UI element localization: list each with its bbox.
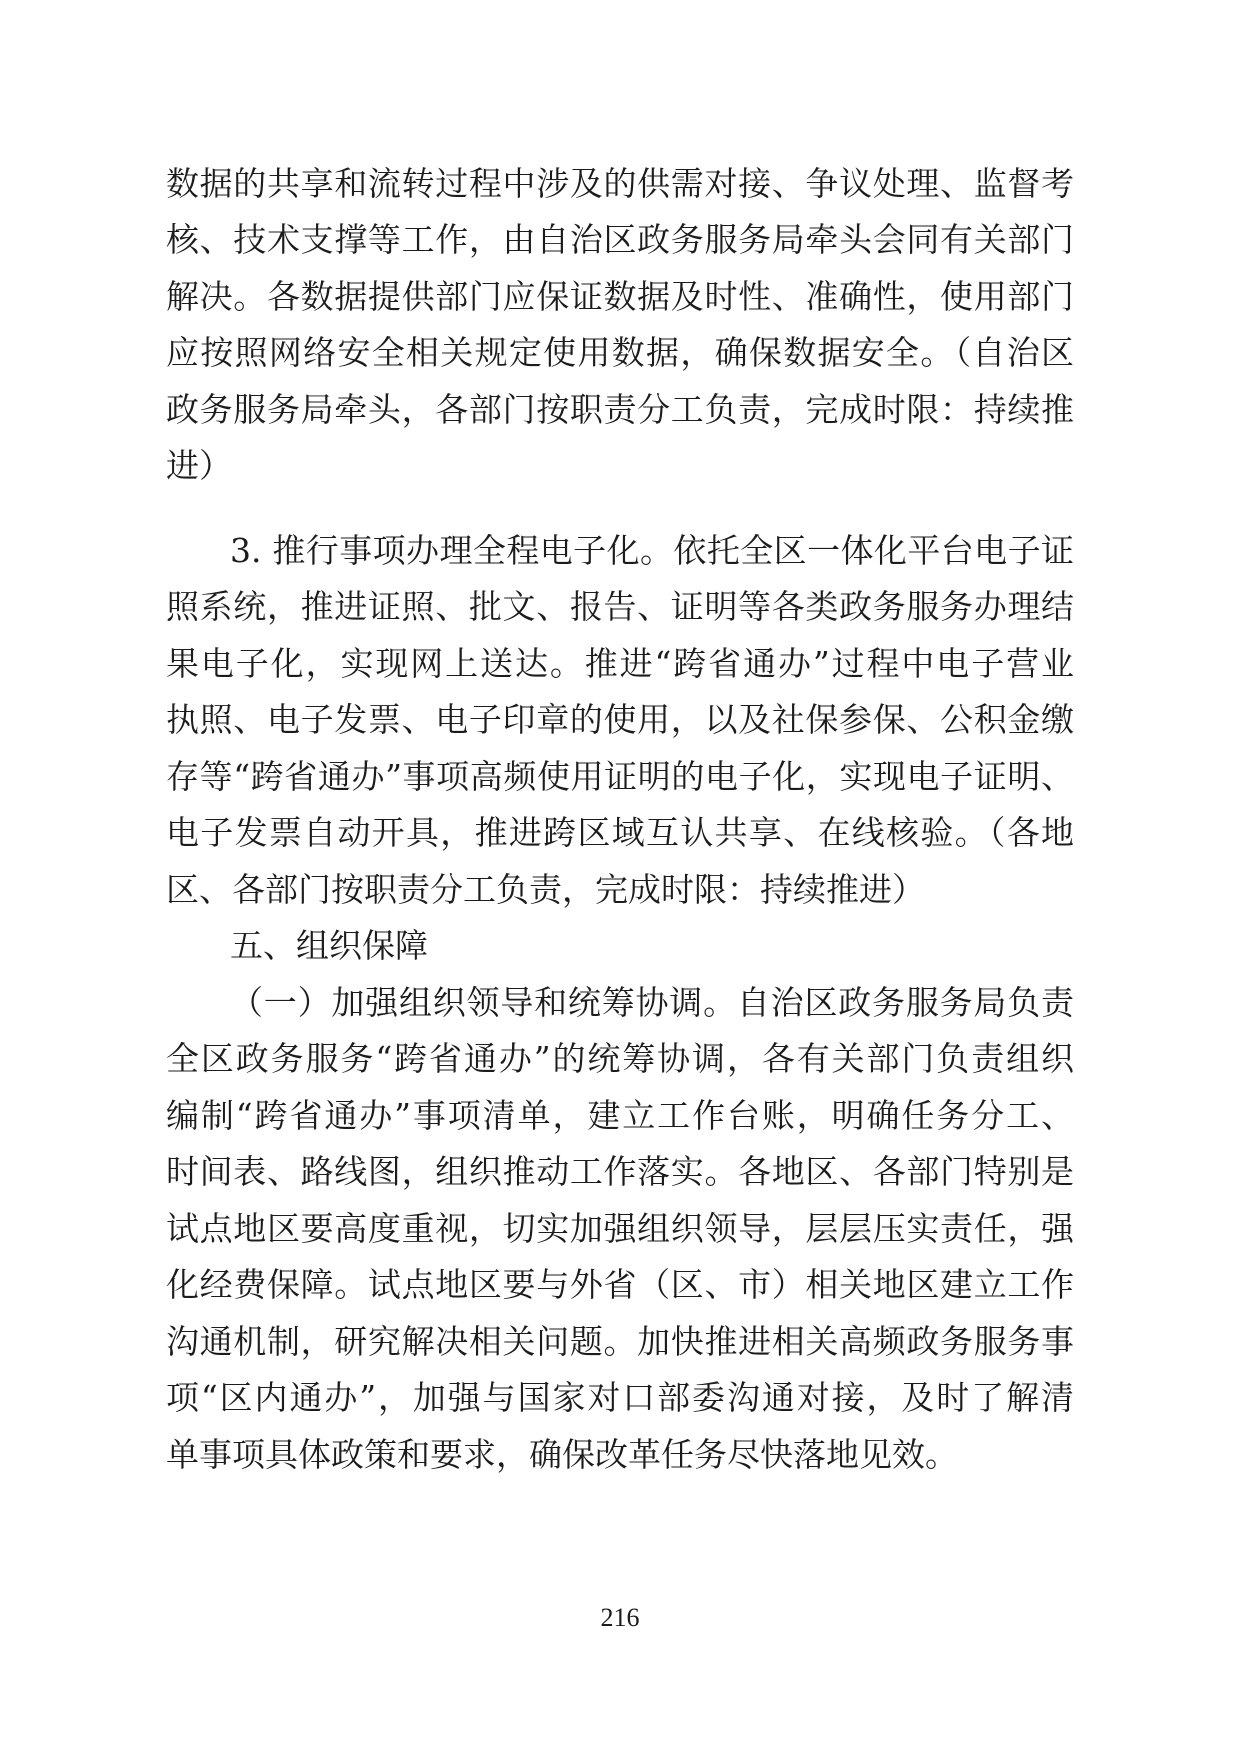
text-line: 核、技术支撑等工作，由自治区政务服务局牵头会同有关部门 [166, 220, 1074, 259]
text-line: 数据的共享和流转过程中涉及的供需对接、争议处理、监督考 [166, 164, 1074, 203]
text-line: 全区政务服务“跨省通办”的统筹协调，各有关部门负责组织 [166, 1039, 1074, 1078]
section-heading: 五、组织保障 [230, 926, 428, 965]
text-line: 化经费保障。试点地区要与外省（区、市）相关地区建立工作 [166, 1265, 1074, 1304]
text-line: （一）加强组织领导和统筹协调。自治区政务服务局负责 [230, 983, 1074, 1022]
text-line: 试点地区要高度重视，切实加强组织领导，层层压实责任，强 [166, 1209, 1074, 1248]
text-line: 政务服务局牵头，各部门按职责分工负责，完成时限：持续推 [166, 390, 1074, 429]
text-line: 时间表、路线图，组织推动工作落实。各地区、各部门特别是 [166, 1152, 1074, 1191]
text-line: 进） [166, 446, 232, 485]
text-line: 照系统，推进证照、批文、报告、证明等各类政务服务办理结 [166, 587, 1074, 626]
text-line: 果电子化，实现网上送达。推进“跨省通办”过程中电子营业 [166, 644, 1074, 683]
text-line: 3. 推行事项办理全程电子化。依托全区一体化平台电子证 [230, 531, 1074, 570]
text-line: 编制“跨省通办”事项清单，建立工作台账，明确任务分工、 [166, 1096, 1074, 1135]
text-line: 解决。各数据提供部门应保证数据及时性、准确性，使用部门 [166, 277, 1074, 316]
text-line: 执照、电子发票、电子印章的使用，以及社保参保、公积金缴 [166, 700, 1074, 739]
text-line: 单事项具体政策和要求，确保改革任务尽快落地见效。 [166, 1435, 958, 1474]
text-line: 沟通机制，研究解决相关问题。加快推进相关高频政务服务事 [166, 1322, 1074, 1361]
page-number: 216 [600, 1603, 640, 1632]
text-line: 应按照网络安全相关规定使用数据，确保数据安全。（自治区 [166, 333, 1074, 372]
text-line: 存等“跨省通办”事项高频使用证明的电子化，实现电子证明、 [166, 757, 1074, 796]
text-line: 电子发票自动开具，推进跨区域互认共享、在线核验。（各地 [166, 813, 1074, 852]
text-line: 区、各部门按职责分工负责，完成时限：持续推进） [166, 870, 925, 909]
text-line: 项“区内通办”，加强与国家对口部委沟通对接，及时了解清 [166, 1378, 1074, 1417]
